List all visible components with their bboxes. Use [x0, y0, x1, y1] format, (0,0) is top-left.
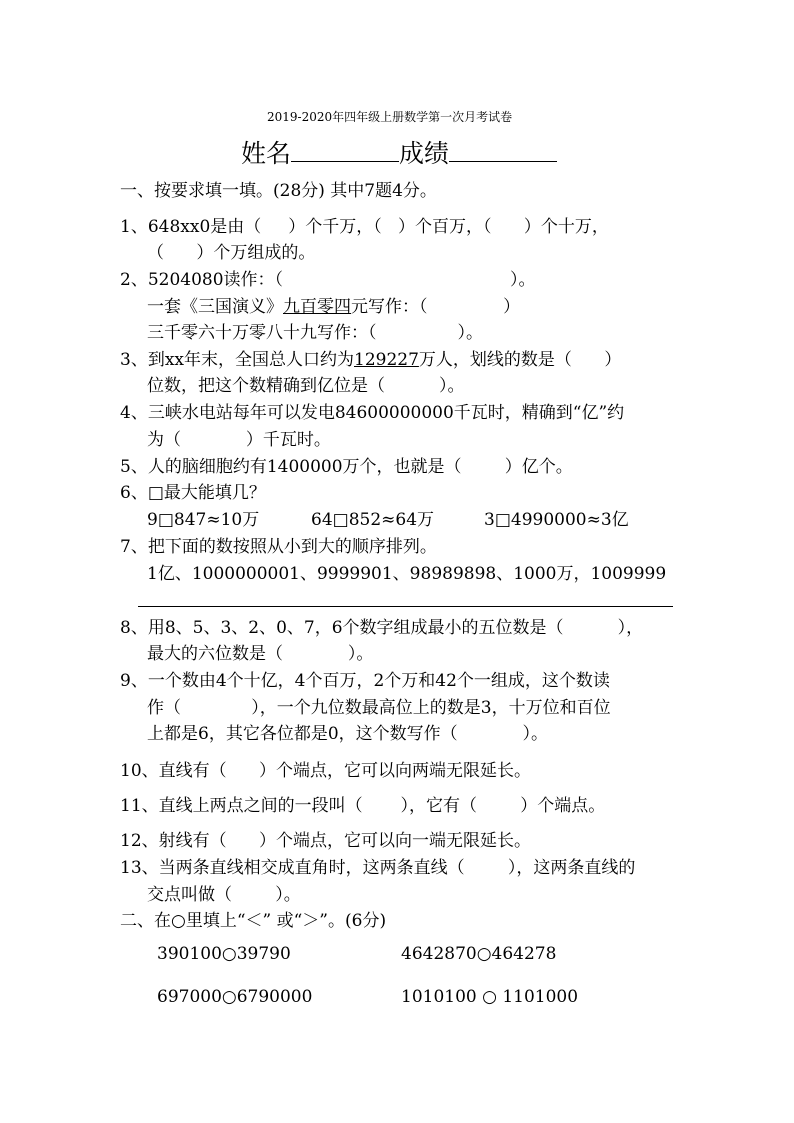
- section1-heading: 一、按要求填一填。(28分) 其中7题4分。: [120, 181, 437, 201]
- q9-line3: 上都是6，其它各位都是0，这个数写作（ ）。: [147, 724, 548, 744]
- q7-answer-line[interactable]: [138, 606, 673, 607]
- section2-heading: 二、在○里填上“＜” 或“＞”。(6分): [120, 911, 387, 931]
- q3-line1-post: 万人，划线的数是（ ）: [418, 350, 622, 370]
- q1-line2: （ ）个万组成的。: [147, 243, 316, 263]
- q2-underlined-number: 九百零四: [283, 297, 351, 317]
- q8-line1: 8、用8、5、3、2、0、7，6个数字组成最小的五位数是（ ），: [120, 618, 644, 638]
- score-label: 成绩: [399, 139, 450, 168]
- q9-line2: 作（ ），一个九位数最高位上的数是3，十万位和百位: [147, 698, 611, 718]
- q5-line1: 5、人的脑细胞约有1400000万个，也就是（ ）亿个。: [120, 457, 573, 477]
- name-label: 姓名: [241, 139, 292, 168]
- name-score-line: [241, 137, 557, 169]
- q8-line2: 最大的六位数是（ ）。: [147, 644, 374, 664]
- q9-line1: 9、一个数由4个十亿，4个百万，2个万和42个一组成，这个数读: [120, 671, 610, 691]
- q3-underlined-number: 129227: [354, 350, 419, 370]
- q7-line1: 7、把下面的数按照从小到大的顺序排列。: [120, 537, 437, 557]
- exam-title: 2019-2020年四年级上册数学第一次月考试卷: [267, 110, 513, 124]
- q2-line3: 三千零六十万零八十九写作：（ ）。: [147, 323, 484, 343]
- q2-line2-post: 元写作：（ ）: [351, 297, 521, 317]
- q6-item-3: 3□4990000≈3亿: [484, 510, 629, 530]
- q7-line2: 1亿、1000000001、9999901、98989898、1000万，1009999: [147, 564, 667, 584]
- compare-item-4: 1010100 ○ 1101000: [401, 987, 579, 1007]
- q2-line1: 2、5204080读作：（ ）。: [120, 270, 536, 290]
- q6-item-1: 9□847≈10万: [147, 510, 260, 530]
- compare-item-3: 697000○6790000: [157, 987, 313, 1007]
- q11-line1: 11、直线上两点之间的一段叫（ ），它有（ ）个端点。: [120, 796, 606, 816]
- q3-line1: [120, 349, 621, 371]
- score-field[interactable]: [449, 137, 557, 162]
- q4-line2: 为（ ）千瓦时。: [147, 430, 331, 450]
- q4-line1: 4、三峡水电站每年可以发电84600000000千瓦时，精确到“亿”约: [120, 403, 625, 423]
- q3-line1-pre: 3、到xx年末，全国总人口约为: [120, 350, 354, 370]
- q3-line2: 位数，把这个数精确到亿位是（ ）。: [147, 376, 465, 396]
- compare-item-2: 4642870○464278: [401, 944, 557, 964]
- compare-item-1: 390100○39790: [157, 944, 291, 964]
- q6-line1: 6、□最大能填几？: [120, 483, 266, 503]
- q2-line2-pre: 一套《三国演义》: [147, 297, 283, 317]
- q10-line1: 10、直线有（ ）个端点，它可以向两端无限延长。: [120, 761, 532, 781]
- name-field[interactable]: [291, 137, 399, 162]
- q1-line1: 1、648xx0是由（ ）个千万，（ ）个百万，（ ）个十万，: [120, 217, 609, 237]
- q13-line2: 交点叫做（ ）。: [147, 885, 301, 905]
- q13-line1: 13、当两条直线相交成直角时，这两条直线（ ），这两条直线的: [120, 858, 636, 878]
- q6-item-2: 64□852≈64万: [311, 510, 435, 530]
- q12-line1: 12、射线有（ ）个端点，它可以向一端无限延长。: [120, 831, 532, 851]
- q2-line2: [147, 296, 520, 318]
